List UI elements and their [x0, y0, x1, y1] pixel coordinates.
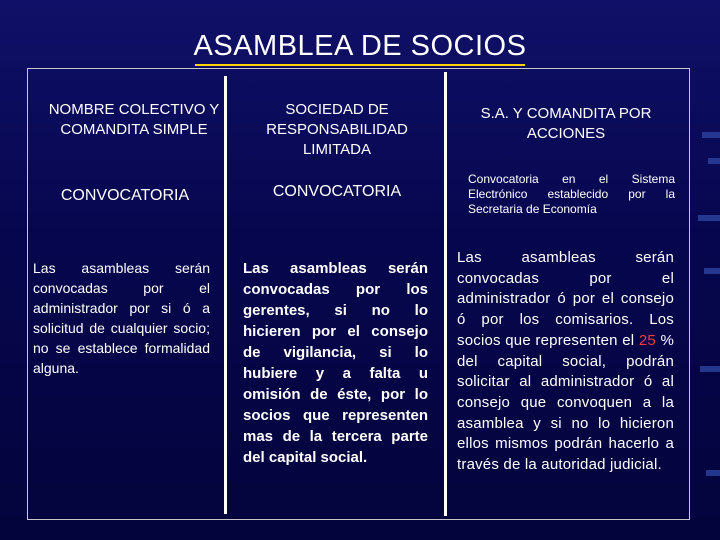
- percentage-value: 25: [638, 331, 656, 349]
- decorative-bar: [698, 215, 720, 221]
- convocatoria-label-srl: CONVOCATORIA: [272, 183, 402, 200]
- decorative-bar: [706, 470, 720, 476]
- column-heading-colectivo: NOMBRE COLECTIVO Y COMANDITA SIMPLE: [48, 101, 220, 138]
- column-divider: [444, 72, 447, 516]
- decorative-bar: [708, 158, 720, 164]
- convocatoria-label-colectivo: CONVOCATORIA: [60, 187, 190, 204]
- body-text-sa: [457, 248, 674, 476]
- body-text-srl: Las asambleas serán convocadas por los gerentes, si no lo hicieren por el consejo de vigilancia, si lo hubiere y a falta u omisión de éste, por lo socios que representen mas de la tercera parte del capital social.: [243, 260, 428, 466]
- decorative-bar: [700, 366, 720, 372]
- column-heading-sa: S.A. Y COMANDITA POR ACCIONES: [480, 105, 652, 142]
- slide-title: ASAMBLEA DE SOCIOS: [193, 30, 527, 62]
- column-divider: [224, 76, 227, 514]
- body-text-sa-part1: Las asambleas serán convocadas por el administrador ó por el consejo ó por los comisarios. Los socios que representen el: [457, 249, 674, 349]
- body-text-sa-part2: % del capital social, podrán solicitar al administrador ó al consejo que convoquen a la asamblea y si no lo hicieron ellos mismos podrán hacerlo a través de la autoridad judicial.: [457, 331, 675, 474]
- convocatoria-note-sa: Convocatoria en el Sistema Electrónico establecido por la Secretaria de Economía: [468, 172, 675, 216]
- decorative-bar: [704, 268, 720, 274]
- column-heading-srl: SOCIEDAD DE RESPONSABILIDAD LIMITADA: [266, 101, 408, 158]
- body-text-colectivo: Las asambleas serán convocadas por el administrador por si ó a solicitud de cualquier socio; no se establece formalidad alguna.: [33, 260, 210, 376]
- title-underline: [195, 64, 525, 66]
- decorative-bar: [702, 132, 720, 138]
